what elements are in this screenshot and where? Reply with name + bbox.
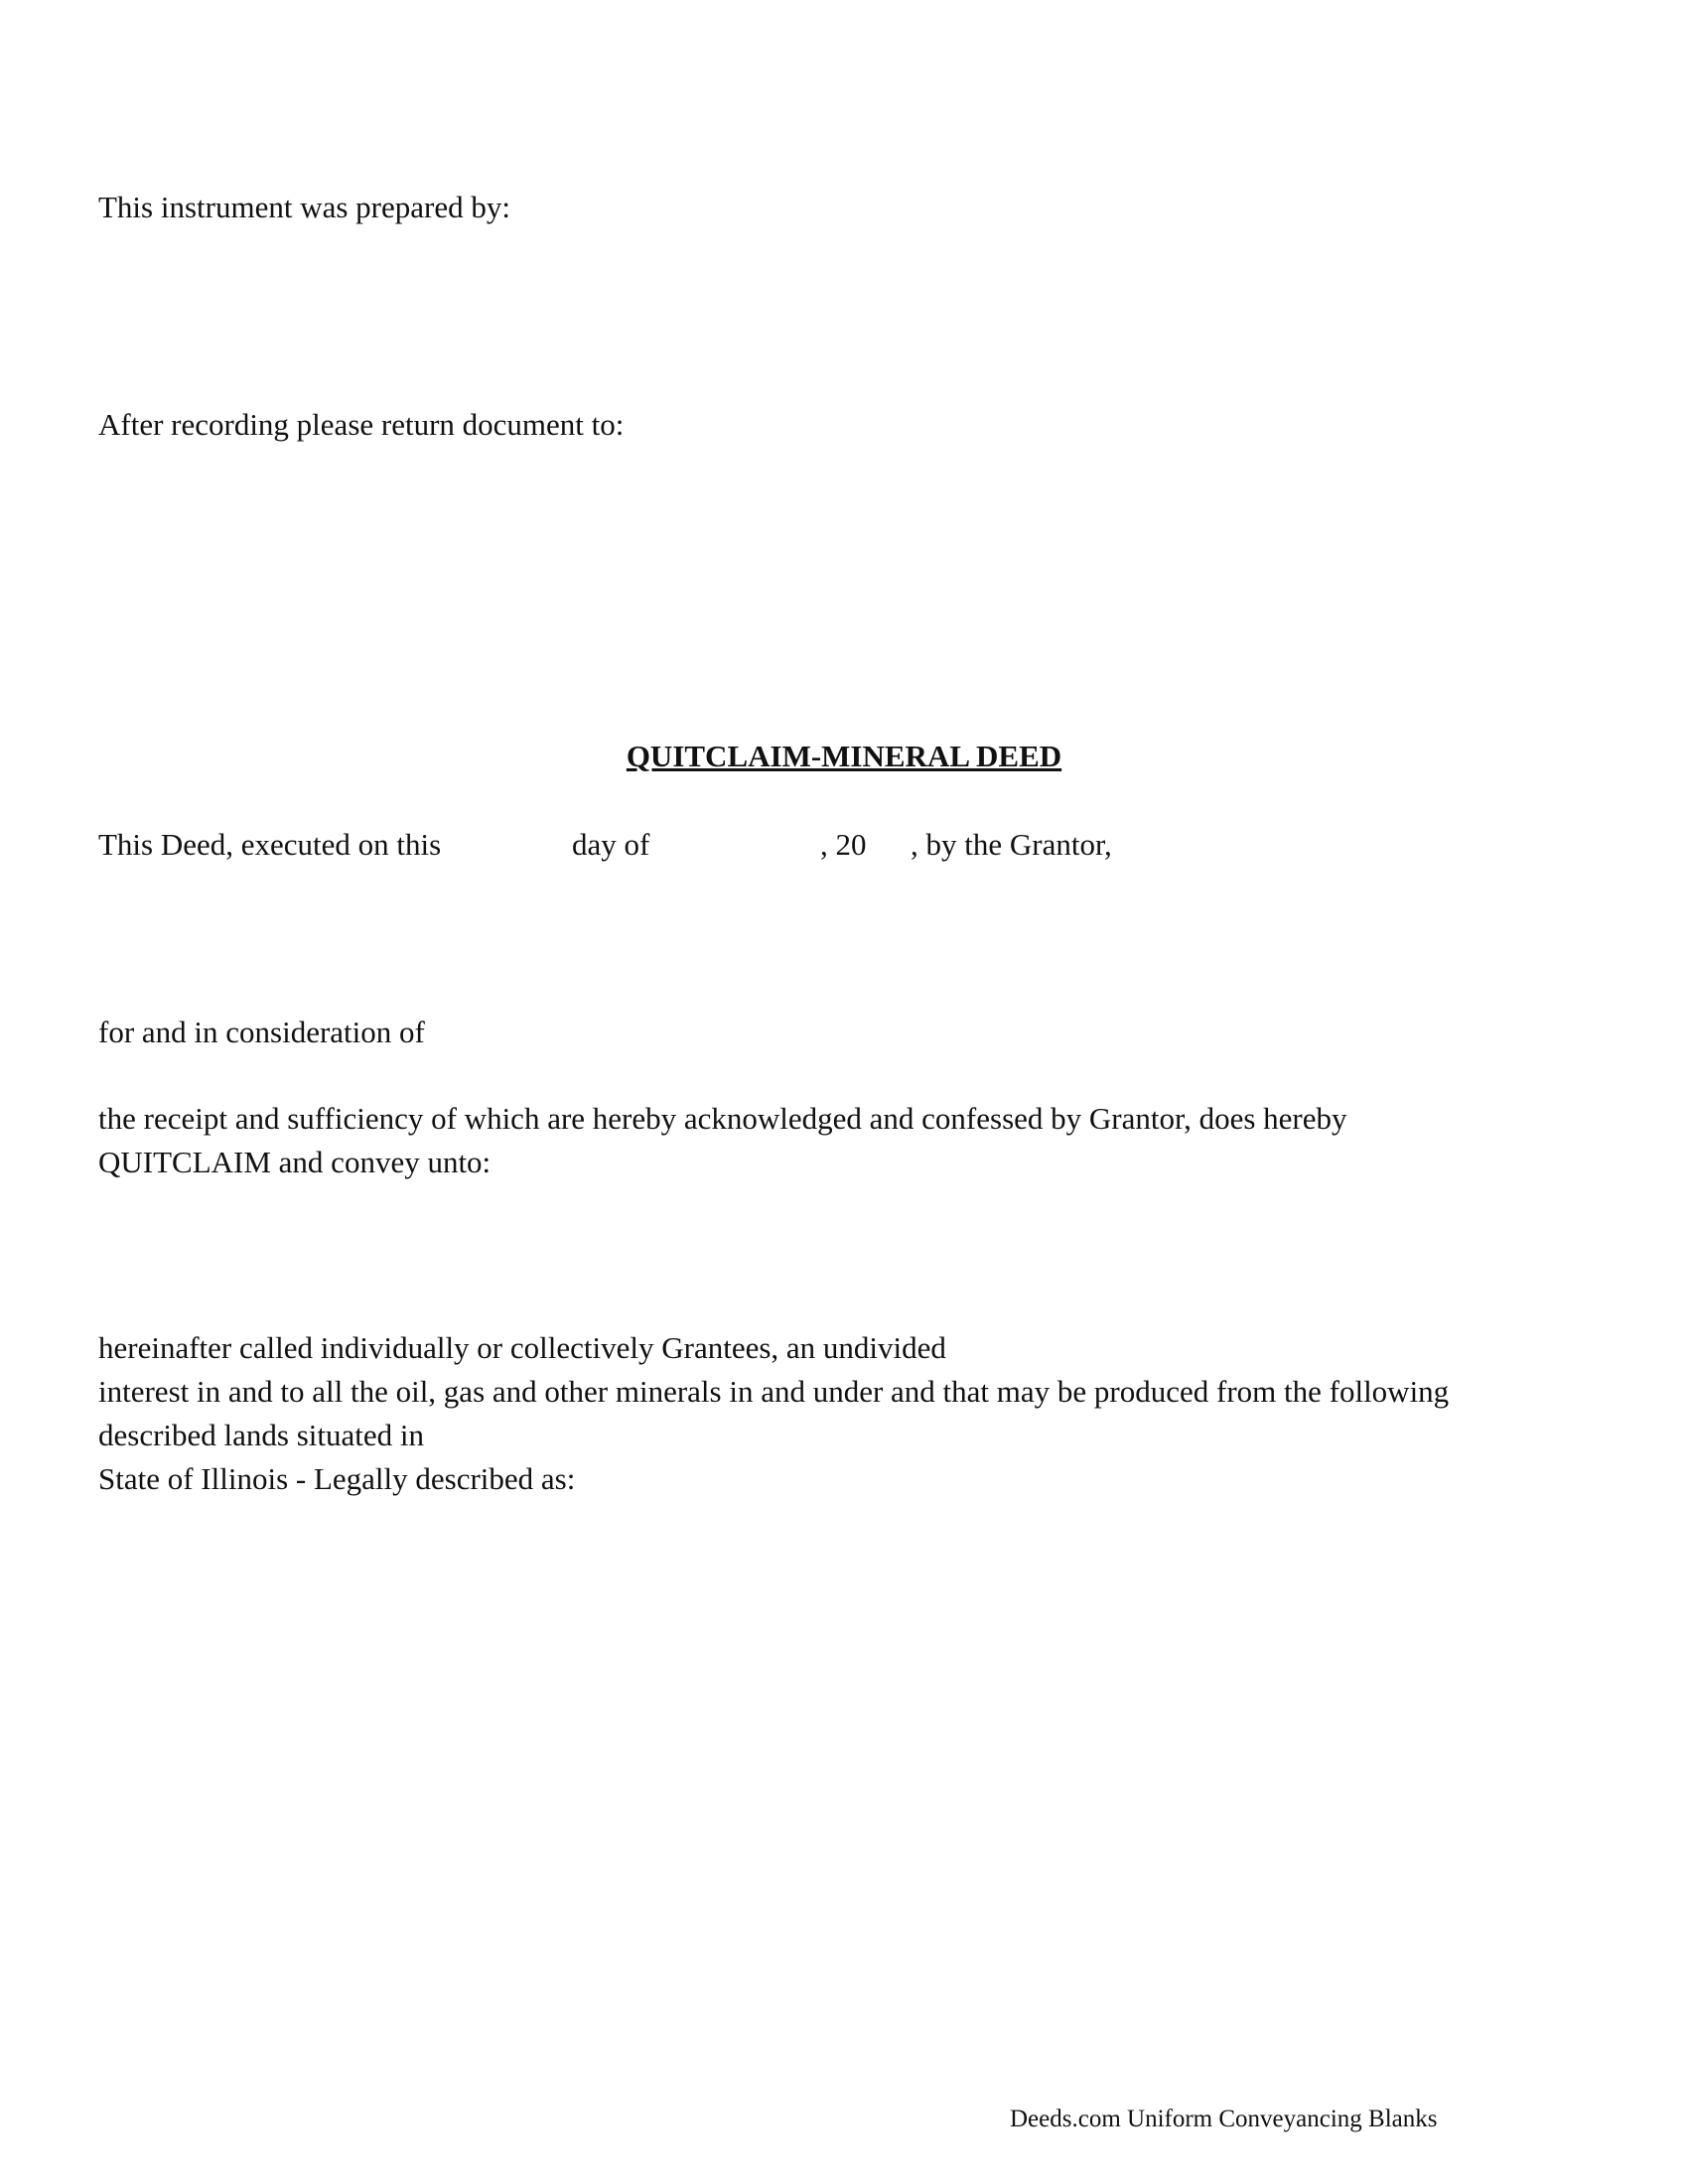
executed-year-prefix: , 20 xyxy=(820,827,867,862)
prepared-by-label: This instrument was prepared by: xyxy=(98,190,510,224)
deed-title: QUITCLAIM-MINERAL DEED xyxy=(626,739,1062,773)
return-to-label: After recording please return document to: xyxy=(98,407,625,442)
receipt-line-2: QUITCLAIM and convey unto: xyxy=(98,1145,492,1179)
executed-text-start: This Deed, executed on this xyxy=(98,827,442,862)
grantees-line-4: State of Illinois - Legally described as: xyxy=(98,1461,576,1496)
grantees-line-3: described lands situated in xyxy=(98,1418,424,1452)
executed-day-of: day of xyxy=(572,827,650,862)
grantees-line-2: interest in and to all the oil, gas and other minerals in and under and that may be produced from the following xyxy=(98,1374,1450,1409)
footer-text: Deeds.com Uniform Conveyancing Blanks xyxy=(1010,2106,1438,2132)
executed-by-grantor: , by the Grantor, xyxy=(911,827,1112,862)
consideration-text: for and in consideration of xyxy=(98,1015,425,1049)
receipt-line-1: the receipt and sufficiency of which are hereby acknowledged and confessed by Grantor, does hereby xyxy=(98,1101,1347,1136)
grantees-line-1: hereinafter called individually or collectively Grantees, an undivided xyxy=(98,1330,946,1365)
